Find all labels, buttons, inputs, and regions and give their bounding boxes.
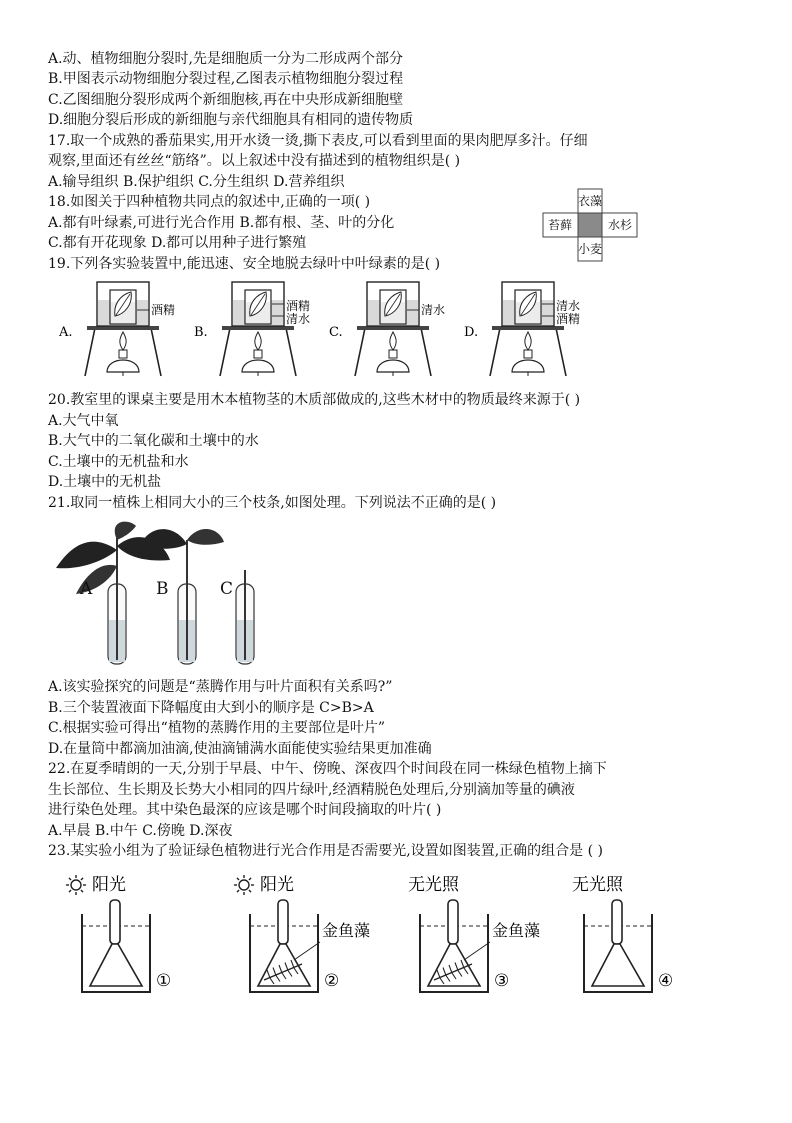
apparatus-a xyxy=(58,282,175,376)
setup-number: ③ xyxy=(494,971,510,991)
stand-leg xyxy=(355,328,365,376)
apparatus-b xyxy=(194,282,310,376)
beaker-setup-1 xyxy=(66,875,171,992)
text-line-l07: A.输导组织 B.保护组织 C.分生组织 D.营养组织 xyxy=(48,174,345,190)
condition-label: 阳光 xyxy=(260,875,294,895)
apparatus-label: 清水 xyxy=(421,303,446,317)
flame-icon xyxy=(255,332,261,350)
grid-label-left: 苔藓 xyxy=(547,218,573,232)
option-label: B. xyxy=(194,325,208,340)
text-line-l17: 21.取同一植株上相同大小的三个枝条,如图处理。下列说法不正确的是( ) xyxy=(48,495,497,511)
alcohol-lamp-icon xyxy=(107,360,139,372)
option-label: D. xyxy=(464,325,479,340)
text-line-l19: B.三个装置液面下降幅度由大到小的顺序是 C>B>A xyxy=(48,700,374,716)
text-line-l25: A.早晨 B.中午 C.傍晚 D.深夜 xyxy=(48,823,233,839)
text-line-l15: C.土壤中的无机盐和水 xyxy=(48,454,189,470)
stand-leg xyxy=(286,328,296,376)
setup-number: ④ xyxy=(658,971,674,991)
apparatus-label: 酒精 xyxy=(556,312,581,326)
beaker-setup-4 xyxy=(572,875,673,992)
test-tube xyxy=(448,900,458,944)
beaker-setup-3 xyxy=(408,875,540,992)
apparatus-label: 清水 xyxy=(286,312,311,326)
stand-leg xyxy=(85,328,95,376)
figure-18-plant-grid xyxy=(540,186,640,264)
text-line-l21: D.在量筒中都滴加油滴,使油滴铺满水面能使实验结果更加准确 xyxy=(48,741,432,757)
stand-leg xyxy=(556,328,566,376)
cutting-label-c: C xyxy=(220,579,234,599)
test-tube xyxy=(278,900,288,944)
text-line-l20: C.根据实验可得出“植物的蒸腾作用的主要部位是叶片” xyxy=(48,720,385,736)
grid-label-right: 水杉 xyxy=(607,218,633,232)
text-line-l06: 观察,里面还有丝丝“筋络”。以上叙述中没有描述到的植物组织是( ) xyxy=(48,153,461,169)
grid-label-bottom: 小麦 xyxy=(577,242,603,256)
flame-icon xyxy=(390,332,396,350)
text-line-l05: 17.取一个成熟的番茄果实,用开水烫一烫,撕下表皮,可以看到里面的果肉肥厚多汁。仔细 xyxy=(48,133,588,149)
text-line-l09: A.都有叶绿素,可进行光合作用 B.都有根、茎、叶的分化 xyxy=(48,215,395,231)
cutting-c xyxy=(236,570,254,664)
text-line-l14: B.大气中的二氧化碳和土壤中的水 xyxy=(48,433,259,449)
apparatus-label: 酒精 xyxy=(286,299,311,313)
text-line-l16: D.土壤中的无机盐 xyxy=(48,474,162,490)
funnel xyxy=(90,944,142,986)
flame-icon xyxy=(120,332,126,350)
stand-leg xyxy=(220,328,230,376)
sun-icon xyxy=(66,875,86,895)
stand-leg xyxy=(421,328,431,376)
stand-leg xyxy=(151,328,161,376)
setup-number: ① xyxy=(156,971,172,991)
alcohol-lamp-icon xyxy=(377,360,409,372)
figure-21-cuttings xyxy=(48,520,288,668)
text-line-l03: C.乙图细胞分裂形成两个新细胞核,再在中央形成新细胞壁 xyxy=(48,92,404,108)
plant-label: 金鱼藻 xyxy=(322,921,371,940)
condition-label: 阳光 xyxy=(92,875,126,895)
setup-number: ② xyxy=(324,971,340,991)
apparatus-c xyxy=(329,282,445,376)
grid-label-top: 衣藻 xyxy=(577,194,603,208)
figure-19-apparatus xyxy=(55,276,615,384)
plant-label: 金鱼藻 xyxy=(492,921,541,940)
figure-23-beakers xyxy=(60,868,680,998)
text-line-l12: 20.教室里的课桌主要是用木本植物茎的木质部做成的,这些木材中的物质最终来源于( ) xyxy=(48,392,581,408)
test-tube xyxy=(612,900,622,944)
condition-label: 无光照 xyxy=(408,875,459,895)
condition-label: 无光照 xyxy=(572,875,623,895)
text-line-l11: 19.下列各实验装置中,能迅速、安全地脱去绿叶中叶绿素的是( ) xyxy=(48,256,441,272)
text-line-l08: 18.如图关于四种植物共同点的叙述中,正确的一项( ) xyxy=(48,194,371,210)
stand-leg xyxy=(490,328,500,376)
alcohol-lamp-icon xyxy=(242,360,274,372)
text-line-l04: D.细胞分裂后形成的新细胞与亲代细胞具有相同的遗传物质 xyxy=(48,112,414,128)
alcohol-lamp-icon xyxy=(512,360,544,372)
text-line-l13: A.大气中氧 xyxy=(48,413,119,429)
text-line-l01: A.动、植物细胞分裂时,先是细胞质一分为二形成两个部分 xyxy=(48,51,404,67)
apparatus-label: 酒精 xyxy=(151,303,176,317)
flame-icon xyxy=(525,332,531,350)
text-line-l24: 进行染色处理。其中染色最深的应该是哪个时间段摘取的叶片( ) xyxy=(48,802,442,818)
cutting-label-a: A xyxy=(80,579,93,599)
option-label: A. xyxy=(59,325,73,340)
cutting-label-b: B xyxy=(156,579,169,599)
sun-icon xyxy=(234,875,254,895)
apparatus-label: 清水 xyxy=(556,299,581,313)
text-line-l26: 23.某实验小组为了验证绿色植物进行光合作用是否需要光,设置如图装置,正确的组合是 ( ) xyxy=(48,843,603,859)
text-line-l23: 生长部位、生长期及长势大小相同的四片绿叶,经酒精脱色处理后,分别滴加等量的碘液 xyxy=(48,782,575,798)
text-line-l22: 22.在夏季晴朗的一天,分别于早晨、中午、傍晚、深夜四个时间段在同一株绿色植物上摘下 xyxy=(48,761,607,777)
text-line-l10: C.都有开花现象 D.都可以用种子进行繁殖 xyxy=(48,235,307,251)
test-tube xyxy=(110,900,120,944)
text-line-l18: A.该实验探究的问题是“蒸腾作用与叶片面积有关系吗?” xyxy=(48,679,393,695)
funnel xyxy=(592,944,644,986)
text-line-l02: B.甲图表示动物细胞分裂过程,乙图表示植物细胞分裂过程 xyxy=(48,71,404,87)
beaker-setup-2 xyxy=(234,875,370,992)
option-label: C. xyxy=(329,325,343,340)
apparatus-d xyxy=(464,282,580,376)
